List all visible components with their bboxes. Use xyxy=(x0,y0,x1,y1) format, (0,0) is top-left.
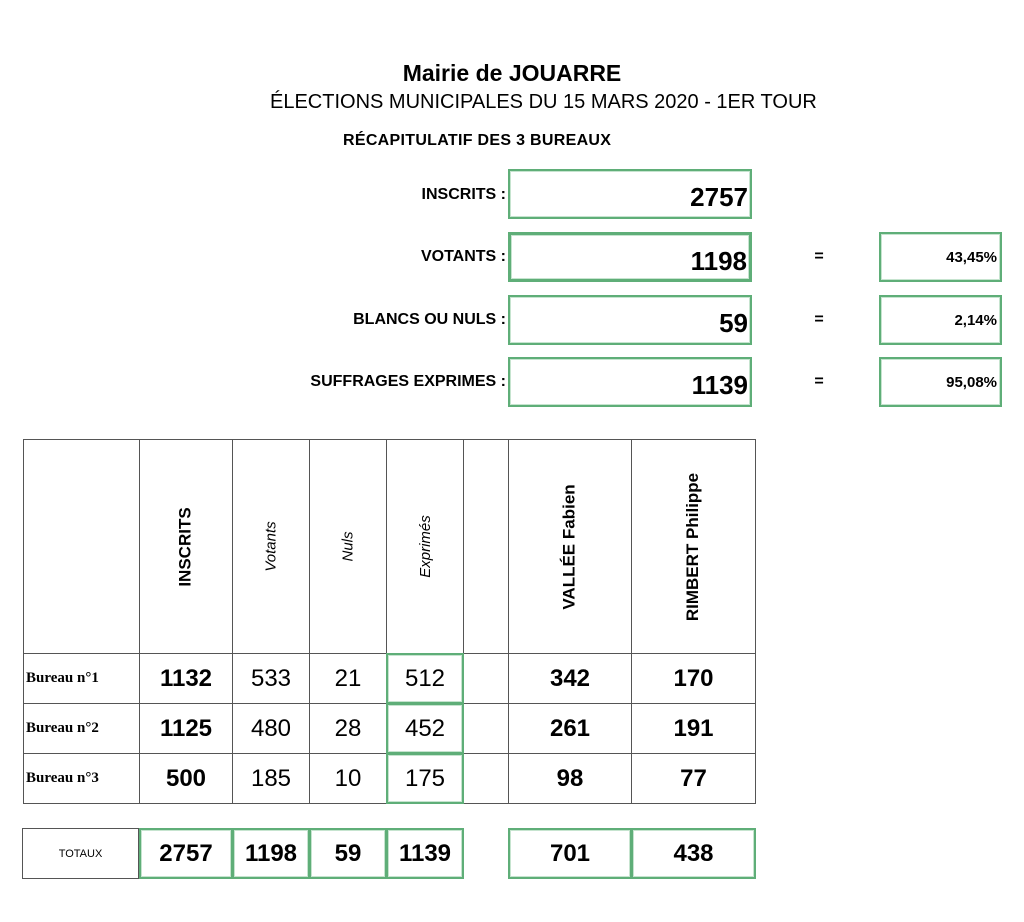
cell-votants: 185 xyxy=(250,764,292,792)
cell-inscrits: 500 xyxy=(165,764,207,792)
totals-label: TOTAUX xyxy=(22,828,139,879)
votants-value: 1198 xyxy=(508,232,752,282)
total-exprimes: 1139 xyxy=(398,839,452,867)
header-candidate-2 xyxy=(632,440,755,653)
row-label: Bureau n°3 xyxy=(26,770,99,786)
cell-candidate-1: 342 xyxy=(549,664,591,692)
table-line xyxy=(755,439,756,804)
cell-inscrits: 1125 xyxy=(159,714,213,742)
cell-inscrits: 1132 xyxy=(159,664,213,692)
row-label: Bureau n°1 xyxy=(26,670,99,686)
cell-exprimes: 452 xyxy=(404,714,446,742)
total-nuls: 59 xyxy=(334,839,362,867)
cell-nuls: 10 xyxy=(334,764,362,792)
header-candidate-2-text: RIMBERT Philippe xyxy=(683,472,703,621)
cell-candidate-2: 191 xyxy=(673,714,714,742)
votants-equals: = xyxy=(814,248,824,265)
blancs-label: BLANCS OU NULS : xyxy=(353,311,506,328)
cell-votants: 533 xyxy=(250,664,292,692)
page-title: Mairie de JOUARRE xyxy=(402,60,622,86)
votants-label: VOTANTS : xyxy=(420,248,506,265)
header-candidate-1-text: VALLÉE Fabien xyxy=(560,483,579,610)
exprimes-label: SUFFRAGES EXPRIMES : xyxy=(310,373,506,390)
cell-exprimes: 175 xyxy=(404,764,446,792)
inscrits-label: INSCRITS : xyxy=(421,186,506,203)
header-votants-text: Votants xyxy=(262,521,280,572)
cell-candidate-2: 77 xyxy=(680,764,707,792)
cell-votants: 480 xyxy=(250,714,292,742)
inscrits-value: 2757 xyxy=(508,169,752,219)
header-votants xyxy=(233,440,309,653)
row-label: Bureau n°2 xyxy=(26,720,99,736)
blancs-percent: 2,14% xyxy=(879,295,1002,345)
header-nuls xyxy=(310,440,386,653)
total-candidate-1: 701 xyxy=(549,839,591,867)
cell-candidate-1: 98 xyxy=(556,764,584,792)
cell-nuls: 21 xyxy=(334,664,362,692)
total-candidate-2: 438 xyxy=(673,839,714,867)
recap-heading: RÉCAPITULATIF DES 3 BUREAUX xyxy=(343,132,612,149)
header-inscrits-text: INSCRITS xyxy=(176,506,195,587)
election-subtitle: ÉLECTIONS MUNICIPALES DU 15 MARS 2020 - 1ER TOUR xyxy=(270,91,817,113)
exprimes-value: 1139 xyxy=(508,357,752,407)
cell-exprimes: 512 xyxy=(404,664,446,692)
votants-percent: 43,45% xyxy=(879,232,1002,282)
header-nuls-text: Nuls xyxy=(339,531,357,562)
cell-nuls: 28 xyxy=(334,714,362,742)
exprimes-percent: 95,08% xyxy=(879,357,1002,407)
cell-candidate-1: 261 xyxy=(549,714,591,742)
blancs-equals: = xyxy=(814,311,824,328)
cell-candidate-2: 170 xyxy=(673,664,714,692)
total-inscrits: 2757 xyxy=(159,839,213,867)
header-candidate-1 xyxy=(509,440,631,653)
header-exprimes xyxy=(387,440,463,653)
total-votants: 1198 xyxy=(244,839,298,867)
header-inscrits xyxy=(140,440,232,653)
exprimes-equals: = xyxy=(814,373,824,390)
header-exprimes-text: Exprimés xyxy=(416,515,434,578)
blancs-value: 59 xyxy=(508,295,752,345)
